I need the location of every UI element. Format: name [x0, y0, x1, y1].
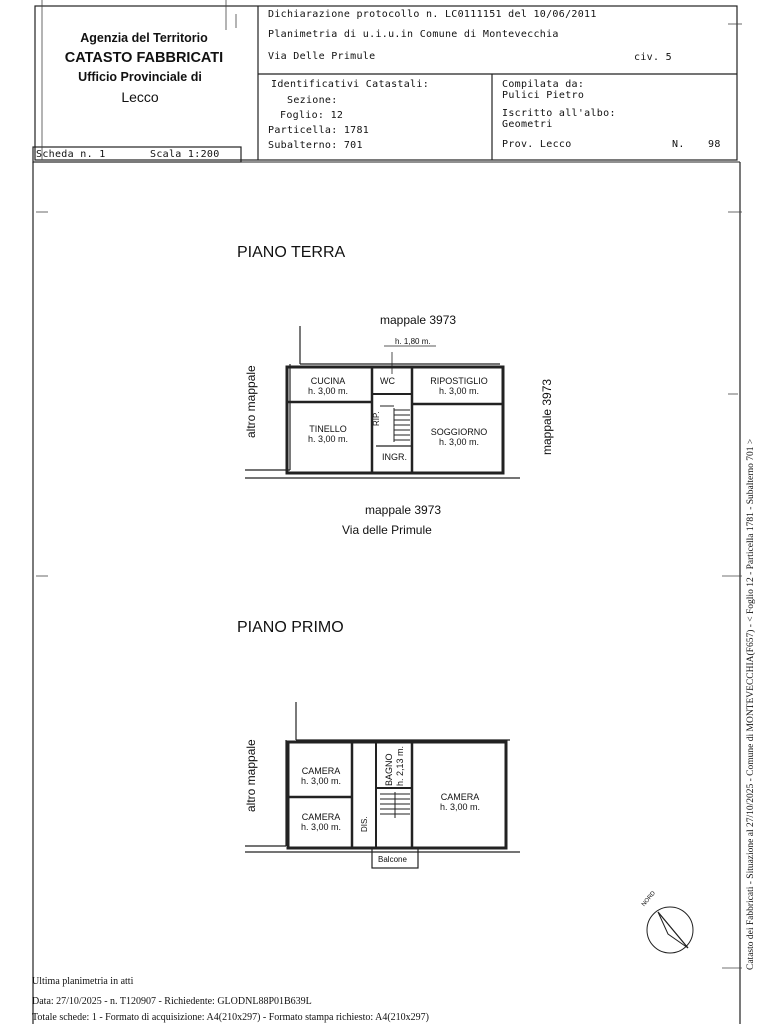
subalterno-value: Subalterno: 701 [268, 140, 363, 151]
street-line: Via Delle Primule [268, 51, 376, 62]
room-tinello: TINELLO [309, 424, 347, 434]
altro-mappale-first: altro mappale [244, 739, 258, 812]
scheda-number: Scheda n. 1 [36, 149, 106, 160]
mappale-right-label: mappale 3973 [540, 378, 554, 455]
ident-title: Identificativi Catastali: [271, 79, 430, 90]
footer-format: Totale schede: 1 - Formato di acquisizione: A4(210x297) - Formato stampa richiesto: A4(210x297) [32, 1012, 429, 1023]
room-bagno-height: h. 2,13 m. [395, 745, 405, 786]
room-cucina: CUCINA [310, 376, 346, 386]
room-camera-3-height: h. 3,00 m. [439, 802, 481, 812]
albo-label: Iscritto all'albo: [502, 108, 616, 119]
room-dis: DIS. [360, 816, 369, 832]
n-label: N. [672, 139, 685, 150]
street-label: Via delle Primule [342, 523, 432, 537]
room-soggiorno-height: h. 3,00 m. [438, 437, 480, 447]
office-city: Lecco [121, 89, 159, 105]
sezione-label: Sezione: [287, 95, 338, 106]
footer-date-request: Data: 27/10/2025 - n. T120907 - Richiedente: GLODNL88P01B639L [32, 996, 312, 1007]
foglio-value: Foglio: 12 [280, 110, 344, 121]
footer-last-planimetry: Ultima planimetria in atti [32, 976, 134, 987]
balcone-label: Balcone [378, 855, 407, 864]
office-label: Ufficio Provinciale di [78, 70, 202, 84]
n-value: 98 [708, 139, 721, 150]
catasto-title: CATASTO FABBRICATI [64, 50, 224, 66]
room-ingr: INGR. [382, 452, 408, 462]
scale: Scala 1:200 [150, 149, 220, 160]
side-situation-text: Catasto dei Fabbricati - Situazione al 27/10/2025 - Comune di MONTEVECCHIA(F657) - < Foglio 12 - Particella 1781 - Subalterno 701 > [746, 438, 756, 970]
wc-height-label: h. 1,80 m. [395, 337, 431, 346]
room-cucina-height: h. 3,00 m. [307, 386, 349, 396]
first-floor-title: PIANO PRIMO [237, 619, 344, 636]
compiled-label: Compilata da: [502, 79, 585, 90]
declaration-line: Dichiarazione protocollo n. LC0111151 del 10/06/2011 [268, 9, 597, 20]
room-bagno: BAGNO [384, 753, 394, 786]
planimetry-line: Planimetria di u.i.u.in Comune di Montevecchia [268, 29, 559, 40]
room-camera-3: CAMERA [440, 792, 480, 802]
particella-value: Particella: 1781 [268, 125, 370, 136]
room-tinello-height: h. 3,00 m. [307, 434, 349, 444]
room-camera-1: CAMERA [301, 766, 341, 776]
room-soggiorno: SOGGIORNO [430, 427, 488, 437]
ground-floor-title: PIANO TERRA [237, 244, 346, 261]
albo-value: Geometri [502, 119, 553, 130]
compiled-name: Pulici Pietro [502, 90, 585, 101]
mappale-top-label: mappale 3973 [380, 313, 457, 327]
room-camera-2: CAMERA [301, 812, 341, 822]
province: Prov. Lecco [502, 139, 572, 150]
room-camera-1-height: h. 3,00 m. [300, 776, 342, 786]
room-camera-2-height: h. 3,00 m. [300, 822, 342, 832]
altro-mappale-ground: altro mappale [244, 365, 258, 438]
room-wc: WC [380, 376, 395, 386]
agency-name: Agenzia del Territorio [80, 31, 208, 45]
room-ripostiglio: RIPOSTIGLIO [430, 376, 488, 386]
room-ripostiglio-height: h. 3,00 m. [438, 386, 480, 396]
mappale-bottom-label: mappale 3973 [365, 503, 442, 517]
room-rip: RIP. [372, 411, 381, 426]
north-label: NORD [641, 890, 657, 908]
civic-number: civ. 5 [634, 52, 672, 63]
